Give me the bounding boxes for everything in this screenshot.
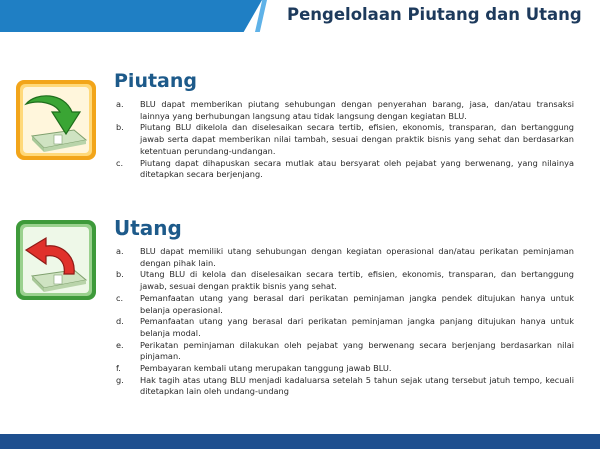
- list-item-text: Pembayaran kembali utang merupakan tanggung jawab BLU.: [140, 363, 392, 374]
- list-item: [116, 122, 574, 157]
- list-marker: e.: [116, 339, 124, 350]
- list-marker: c.: [116, 292, 124, 303]
- header-stripe: [0, 0, 262, 32]
- list-item: [116, 246, 574, 269]
- list-marker: a.: [116, 99, 124, 109]
- page-title: Pengelolaan Piutang dan Utang: [287, 5, 582, 24]
- list-marker: a.: [116, 246, 124, 256]
- list-item: [116, 269, 574, 292]
- list-item-text: Perikatan peminjaman dilakukan oleh pejabat yang berwenang secara berjenjang berdasarkan nilai pinjaman.: [140, 339, 574, 362]
- list-item: [116, 316, 574, 339]
- list-marker: d.: [116, 316, 124, 327]
- money-stack-red-arrow-out-icon: [14, 218, 98, 302]
- list-marker: b.: [116, 269, 124, 280]
- list-item: [116, 363, 574, 375]
- piutang-heading: Piutang: [114, 70, 197, 92]
- list-item: [116, 293, 574, 316]
- list-item-text: BLU dapat memiliki utang sehubungan dengan kegiatan operasional dan/atau perikatan peminjaman dengan pihak lain.: [140, 246, 574, 268]
- utang-list: [116, 246, 574, 398]
- list-marker: f.: [116, 363, 121, 374]
- list-marker: b.: [116, 122, 124, 133]
- list-item: [116, 99, 574, 122]
- list-item-text: Pemanfaatan utang yang berasal dari perikatan peminjaman jangka pendek ditujukan hanya untuk belanja operasional.: [140, 292, 574, 315]
- list-item-text: BLU dapat memberikan piutang sehubungan dengan penyerahan barang, jasa, dan/atau transaksi lainnya yang berhubungan langsung atau tidak langsung dengan kegiatan BLU.: [140, 99, 574, 121]
- utang-heading: Utang: [114, 216, 182, 240]
- list-marker: g.: [116, 374, 124, 385]
- money-stack-green-arrow-in-icon: [14, 78, 98, 162]
- footer-bar: [0, 434, 600, 449]
- list-item: [116, 340, 574, 363]
- list-item: [116, 158, 574, 181]
- list-item-text: Pemanfaatan utang yang berasal dari perikatan peminjaman jangka panjang ditujukan hanya untuk belanja modal.: [140, 316, 574, 338]
- list-marker: c.: [116, 157, 124, 168]
- list-item-text: Utang BLU di kelola dan diselesaikan secara tertib, efisien, ekonomis, transparan, dan bertanggung jawab, sesuai dengan praktik bisnis yang sehat.: [140, 269, 574, 292]
- piutang-list: [116, 99, 574, 181]
- list-item: [116, 375, 574, 398]
- list-item-text: Piutang dapat dihapuskan secara mutlak atau bersyarat oleh pejabat yang berwenang, yang nilainya ditetapkan secara berjenjang.: [140, 157, 574, 180]
- list-item-text: Hak tagih atas utang BLU menjadi kadaluarsa setelah 5 tahun sejak utang tersebut jatuh tempo, kecuali ditetapkan lain oleh undang-undang: [140, 374, 574, 397]
- list-item-text: Piutang BLU dikelola dan diselesaikan secara tertib, efisien, ekonomis, transparan, dan bertanggung jawab serta dapat memberikan nilai tambah, sesuai dengan praktik bisnis yang sehat dan berdasarkan ketentuan perundang-undangan.: [140, 122, 574, 156]
